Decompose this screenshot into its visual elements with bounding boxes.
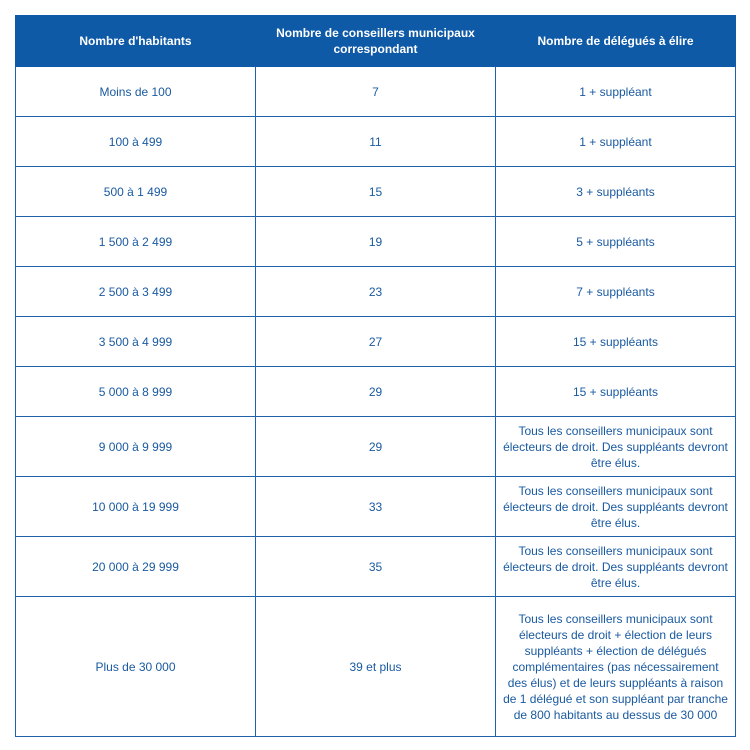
- table-row: [16, 217, 736, 267]
- table-row: [16, 317, 736, 367]
- table-row: [16, 67, 736, 117]
- delegates-table: [15, 15, 736, 737]
- table-header-row: [16, 16, 736, 67]
- cell-delegates: Tous les conseillers municipaux sont électeurs de droit. Des suppléants devront être élus.: [496, 537, 736, 597]
- cell-councillors: 29: [256, 417, 496, 477]
- cell-councillors: 33: [256, 477, 496, 537]
- cell-inhabitants: 100 à 499: [16, 117, 256, 167]
- table-row: [16, 537, 736, 597]
- cell-delegates: 15 + suppléants: [496, 367, 736, 417]
- cell-inhabitants: 500 à 1 499: [16, 167, 256, 217]
- cell-councillors: 35: [256, 537, 496, 597]
- header-delegates: Nombre de délégués à élire: [496, 16, 736, 67]
- cell-delegates: 3 + suppléants: [496, 167, 736, 217]
- table-row: [16, 597, 736, 737]
- cell-councillors: 15: [256, 167, 496, 217]
- table-row: [16, 417, 736, 477]
- table-row: [16, 167, 736, 217]
- cell-inhabitants: Moins de 100: [16, 67, 256, 117]
- cell-councillors: 39 et plus: [256, 597, 496, 737]
- cell-councillors: 23: [256, 267, 496, 317]
- cell-inhabitants: 1 500 à 2 499: [16, 217, 256, 267]
- header-councillors: Nombre de conseillers municipaux correspondant: [256, 16, 496, 67]
- cell-councillors: 27: [256, 317, 496, 367]
- cell-inhabitants: 9 000 à 9 999: [16, 417, 256, 477]
- cell-delegates: 1 + suppléant: [496, 117, 736, 167]
- table-row: [16, 367, 736, 417]
- cell-inhabitants: 2 500 à 3 499: [16, 267, 256, 317]
- cell-delegates: Tous les conseillers municipaux sont électeurs de droit + élection de leurs suppléants + élection de délégués complémentaires (pas nécessairement des élus) et de leurs suppléants à raison de 1 délégué et son suppléant par tranche de 800 habitants au dessus de 30 000: [496, 597, 736, 737]
- cell-councillors: 11: [256, 117, 496, 167]
- cell-inhabitants: 3 500 à 4 999: [16, 317, 256, 367]
- cell-inhabitants: 20 000 à 29 999: [16, 537, 256, 597]
- cell-inhabitants: 10 000 à 19 999: [16, 477, 256, 537]
- table-row: [16, 117, 736, 167]
- cell-delegates: 15 + suppléants: [496, 317, 736, 367]
- cell-delegates: 7 + suppléants: [496, 267, 736, 317]
- cell-delegates: 5 + suppléants: [496, 217, 736, 267]
- cell-councillors: 7: [256, 67, 496, 117]
- cell-inhabitants: Plus de 30 000: [16, 597, 256, 737]
- cell-councillors: 29: [256, 367, 496, 417]
- table-row: [16, 267, 736, 317]
- header-inhabitants: Nombre d'habitants: [16, 16, 256, 67]
- cell-delegates: 1 + suppléant: [496, 67, 736, 117]
- table-row: [16, 477, 736, 537]
- cell-delegates: Tous les conseillers municipaux sont électeurs de droit. Des suppléants devront être élus.: [496, 417, 736, 477]
- cell-councillors: 19: [256, 217, 496, 267]
- cell-delegates: Tous les conseillers municipaux sont électeurs de droit. Des suppléants devront être élus.: [496, 477, 736, 537]
- cell-inhabitants: 5 000 à 8 999: [16, 367, 256, 417]
